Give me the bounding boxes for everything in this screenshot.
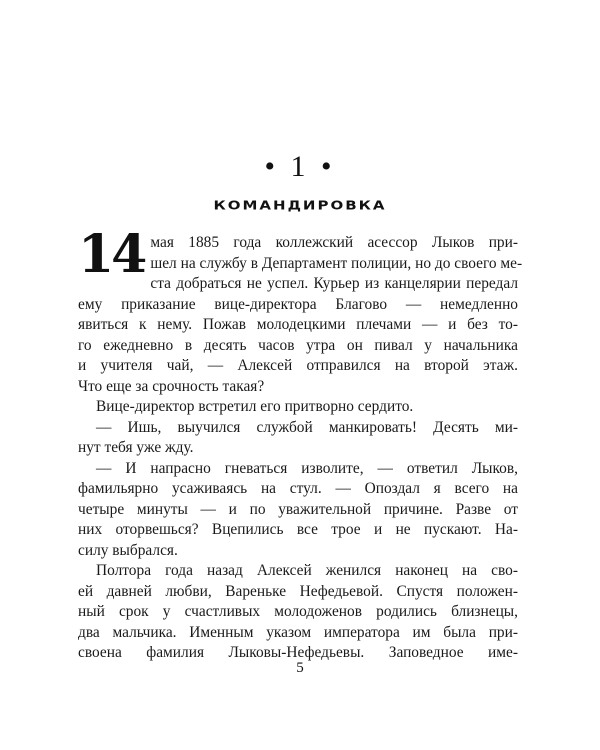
text-line: ста добраться не успел. Курьер из канцелярии передал [150,275,518,292]
chapter-number: • 1 • [264,150,336,183]
text-line: силу выбрался. [78,541,178,559]
text-line: них оторвешься? Вцепились все трое и не пускают. На- [78,521,518,538]
chapter-title: КОМАНДИРОВКА [213,197,387,213]
page-number: 5 [296,660,304,676]
drop-cap: 14 [78,224,145,285]
text-line: мая 1885 года коллежский асессор Лыков при- [150,234,518,251]
text-line: нут тебя уже жду. [78,439,194,456]
text-line: Что еще за срочность такая? [78,377,265,395]
text-line: и учителя чай, — Алексей отправился на второй этаж. [78,357,518,374]
text-line: ей давней любви, Вареньке Нефедьевой. Спустя положен- [78,582,518,600]
text-line: ему приказание вице-директора Благово — немедленно [78,295,518,313]
text-line: четыре минуты — и по уважительной причине. Разве от [78,500,518,518]
text-line: шел на службу в Департамент полиции, но до своего ме- [150,254,523,272]
text-line: Полтора года назад Алексей женился наконец на сво- [96,562,518,579]
text-line: фамильярно усаживаясь на стул. — Опоздал я всего на [78,480,518,497]
text-line: — Ишь, выучился службой манкировать! Десять ми- [96,418,518,436]
text-line: явиться к нему. Пожав молодецкими плечами — и без то- [78,316,518,333]
text-line: ный срок у счастливых молодоженов родились близнецы, [78,603,518,620]
text-line: — И напрасно гневаться изволите, — ответил Лыков, [96,459,518,477]
text-line: го ежедневно в десять часов утра он пивал у начальника [78,336,518,354]
text-line: Вице-директор встретил его притворно сердито. [96,398,414,415]
chapter-body [78,224,523,664]
text-line: своена фамилия Лыковы-Нефедьевы. Заповедное име- [78,644,518,661]
text-line: два мальчика. Именным указом императора им была при- [78,623,518,641]
